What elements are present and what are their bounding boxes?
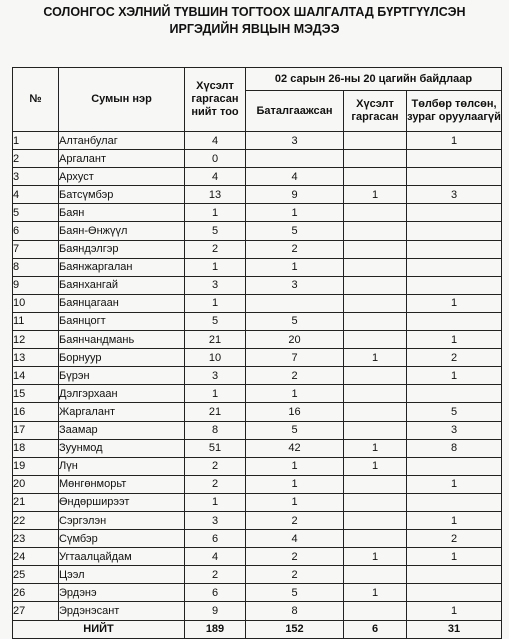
table-row: [13, 475, 502, 493]
cell-confirmed: 1: [246, 204, 344, 222]
cell-paid: [407, 204, 502, 222]
title-line-1: СОЛОНГОС ХЭЛНИЙ ТҮВШИН ТОГТООХ ШАЛГАЛТАД БҮРТГҮҮЛСЭН: [43, 5, 466, 19]
cell-total: 1: [185, 493, 246, 511]
cell-number: 5: [13, 204, 59, 222]
cell-total: 9: [185, 602, 246, 620]
cell-paid: [407, 240, 502, 258]
cell-total: 1: [185, 385, 246, 403]
table-row: [13, 584, 502, 602]
cell-requested: [344, 132, 407, 150]
table-row: [13, 204, 502, 222]
cell-requested: [344, 421, 407, 439]
cell-confirmed: 1: [246, 385, 344, 403]
cell-total: 10: [185, 349, 246, 367]
cell-number: 16: [13, 403, 59, 421]
cell-requested: [344, 222, 407, 240]
cell-total: 8: [185, 421, 246, 439]
cell-paid: [407, 493, 502, 511]
cell-confirmed: 2: [246, 240, 344, 258]
table-row: [13, 168, 502, 186]
totals-total: 189: [185, 620, 246, 638]
cell-total: 1: [185, 294, 246, 312]
cell-paid: 1: [407, 511, 502, 529]
totals-confirmed: 152: [246, 620, 344, 638]
cell-total: 4: [185, 548, 246, 566]
cell-paid: 1: [407, 331, 502, 349]
cell-soum-name: Алтанбулаг: [59, 132, 185, 150]
cell-requested: [344, 240, 407, 258]
cell-paid: 1: [407, 602, 502, 620]
cell-confirmed: 8: [246, 602, 344, 620]
cell-total: 2: [185, 457, 246, 475]
cell-confirmed: 2: [246, 367, 344, 385]
cell-number: 6: [13, 222, 59, 240]
cell-soum-name: Баяндэлгэр: [59, 240, 185, 258]
cell-confirmed: 5: [246, 312, 344, 330]
cell-paid: [407, 385, 502, 403]
cell-paid: 2: [407, 530, 502, 548]
cell-number: 14: [13, 367, 59, 385]
cell-soum-name: Борнуур: [59, 349, 185, 367]
cell-requested: [344, 150, 407, 168]
cell-requested: [344, 258, 407, 276]
table-row: [13, 457, 502, 475]
cell-paid: [407, 312, 502, 330]
cell-number: 24: [13, 548, 59, 566]
table-row: [13, 150, 502, 168]
cell-soum-name: Зуунмод: [59, 439, 185, 457]
cell-requested: [344, 331, 407, 349]
cell-paid: 1: [407, 132, 502, 150]
cell-requested: 1: [344, 186, 407, 204]
cell-confirmed: 1: [246, 457, 344, 475]
cell-confirmed: 20: [246, 331, 344, 349]
table-row: [13, 602, 502, 620]
header-total-requests: Хүсэлт гаргасан нийт тоо: [185, 68, 246, 132]
cell-requested: 1: [344, 548, 407, 566]
totals-row: [13, 620, 502, 638]
cell-confirmed: 4: [246, 530, 344, 548]
cell-requested: [344, 276, 407, 294]
cell-number: 3: [13, 168, 59, 186]
table-row: [13, 511, 502, 529]
cell-paid: [407, 566, 502, 584]
cell-requested: 1: [344, 457, 407, 475]
cell-confirmed: 2: [246, 511, 344, 529]
cell-soum-name: Бүрэн: [59, 367, 185, 385]
cell-total: 2: [185, 475, 246, 493]
cell-confirmed: 5: [246, 421, 344, 439]
cell-soum-name: Дэлгэрхаан: [59, 385, 185, 403]
cell-confirmed: 3: [246, 132, 344, 150]
cell-total: 2: [185, 240, 246, 258]
cell-total: 1: [185, 258, 246, 276]
cell-requested: [344, 475, 407, 493]
cell-paid: 5: [407, 403, 502, 421]
cell-paid: [407, 258, 502, 276]
table-row: [13, 439, 502, 457]
cell-confirmed: [246, 294, 344, 312]
cell-total: 6: [185, 530, 246, 548]
cell-soum-name: Баянчандмань: [59, 331, 185, 349]
document-title: [6, 4, 503, 64]
cell-confirmed: 5: [246, 222, 344, 240]
cell-number: 22: [13, 511, 59, 529]
cell-number: 17: [13, 421, 59, 439]
cell-number: 7: [13, 240, 59, 258]
table-row: [13, 258, 502, 276]
cell-total: 13: [185, 186, 246, 204]
cell-total: 21: [185, 331, 246, 349]
cell-soum-name: Сүмбэр: [59, 530, 185, 548]
cell-number: 11: [13, 312, 59, 330]
cell-number: 25: [13, 566, 59, 584]
cell-total: 2: [185, 566, 246, 584]
cell-requested: [344, 566, 407, 584]
cell-paid: [407, 584, 502, 602]
cell-soum-name: Аргалант: [59, 150, 185, 168]
cell-paid: 1: [407, 367, 502, 385]
table-row: [13, 222, 502, 240]
cell-number: 12: [13, 331, 59, 349]
cell-number: 19: [13, 457, 59, 475]
cell-confirmed: 5: [246, 584, 344, 602]
registration-table: [12, 67, 502, 639]
cell-paid: [407, 222, 502, 240]
cell-total: 3: [185, 276, 246, 294]
cell-paid: 3: [407, 186, 502, 204]
cell-requested: [344, 168, 407, 186]
cell-number: 20: [13, 475, 59, 493]
cell-requested: [344, 511, 407, 529]
cell-paid: 1: [407, 475, 502, 493]
cell-number: 2: [13, 150, 59, 168]
cell-number: 1: [13, 132, 59, 150]
cell-soum-name: Эрдэнэ: [59, 584, 185, 602]
table-row: [13, 385, 502, 403]
table-row: [13, 566, 502, 584]
table-row: [13, 294, 502, 312]
cell-soum-name: Баян-Өнжүүл: [59, 222, 185, 240]
cell-confirmed: 1: [246, 493, 344, 511]
cell-number: 26: [13, 584, 59, 602]
cell-soum-name: Архуст: [59, 168, 185, 186]
cell-number: 8: [13, 258, 59, 276]
cell-soum-name: Цээл: [59, 566, 185, 584]
cell-soum-name: Баянхангай: [59, 276, 185, 294]
header-number: №: [13, 68, 59, 132]
cell-soum-name: Баян: [59, 204, 185, 222]
cell-paid: 1: [407, 548, 502, 566]
cell-confirmed: 2: [246, 548, 344, 566]
cell-confirmed: 16: [246, 403, 344, 421]
cell-soum-name: Өндөрширээт: [59, 493, 185, 511]
table-row: [13, 403, 502, 421]
cell-confirmed: 4: [246, 168, 344, 186]
cell-requested: [344, 312, 407, 330]
table-row: [13, 421, 502, 439]
cell-soum-name: Баянжаргалан: [59, 258, 185, 276]
cell-number: 23: [13, 530, 59, 548]
table-row: [13, 493, 502, 511]
cell-number: 10: [13, 294, 59, 312]
cell-total: 5: [185, 222, 246, 240]
cell-total: 3: [185, 511, 246, 529]
cell-soum-name: Батсүмбэр: [59, 186, 185, 204]
cell-total: 1: [185, 204, 246, 222]
cell-total: 4: [185, 168, 246, 186]
cell-number: 13: [13, 349, 59, 367]
cell-soum-name: Баянцогт: [59, 312, 185, 330]
totals-paid: 31: [407, 620, 502, 638]
header-requested: Хүсэлт гаргасан: [344, 91, 407, 132]
cell-paid: 1: [407, 294, 502, 312]
cell-confirmed: 7: [246, 349, 344, 367]
cell-paid: 2: [407, 349, 502, 367]
cell-total: 5: [185, 312, 246, 330]
cell-requested: 1: [344, 439, 407, 457]
cell-paid: [407, 150, 502, 168]
cell-requested: [344, 602, 407, 620]
cell-number: 27: [13, 602, 59, 620]
table-row: [13, 548, 502, 566]
header-status-group: 02 сарын 26-ны 20 цагийн байдлаар: [246, 68, 502, 91]
cell-soum-name: Баянцагаан: [59, 294, 185, 312]
table-row: [13, 530, 502, 548]
cell-requested: [344, 367, 407, 385]
cell-soum-name: Эрдэнэсант: [59, 602, 185, 620]
header-confirmed: Баталгаажсан: [246, 91, 344, 132]
cell-soum-name: Угтаалцайдам: [59, 548, 185, 566]
cell-requested: [344, 493, 407, 511]
header-paid-no-photo: Төлбөр төлсөн, зураг оруулаагүй: [407, 91, 502, 132]
cell-number: 4: [13, 186, 59, 204]
cell-confirmed: 9: [246, 186, 344, 204]
cell-number: 15: [13, 385, 59, 403]
cell-number: 9: [13, 276, 59, 294]
cell-requested: [344, 294, 407, 312]
table-row: [13, 349, 502, 367]
cell-paid: 3: [407, 421, 502, 439]
cell-requested: [344, 385, 407, 403]
cell-confirmed: 42: [246, 439, 344, 457]
table-row: [13, 312, 502, 330]
cell-confirmed: 1: [246, 475, 344, 493]
cell-total: 3: [185, 367, 246, 385]
cell-number: 21: [13, 493, 59, 511]
cell-confirmed: [246, 150, 344, 168]
totals-requested: 6: [344, 620, 407, 638]
cell-total: 0: [185, 150, 246, 168]
cell-total: 51: [185, 439, 246, 457]
table-row: [13, 331, 502, 349]
table-row: [13, 186, 502, 204]
cell-paid: 8: [407, 439, 502, 457]
table-row: [13, 276, 502, 294]
table-body: [13, 132, 502, 621]
cell-paid: [407, 457, 502, 475]
cell-confirmed: 2: [246, 566, 344, 584]
cell-confirmed: 1: [246, 258, 344, 276]
totals-label: НИЙТ: [13, 620, 185, 638]
cell-total: 6: [185, 584, 246, 602]
cell-soum-name: Сэргэлэн: [59, 511, 185, 529]
cell-requested: [344, 403, 407, 421]
header-soum-name: Сумын нэр: [59, 68, 185, 132]
table-row: [13, 132, 502, 150]
cell-total: 21: [185, 403, 246, 421]
cell-requested: 1: [344, 349, 407, 367]
cell-soum-name: Жаргалант: [59, 403, 185, 421]
cell-soum-name: Мөнгөнморьт: [59, 475, 185, 493]
cell-soum-name: Лүн: [59, 457, 185, 475]
cell-paid: [407, 276, 502, 294]
cell-requested: 1: [344, 584, 407, 602]
cell-requested: [344, 204, 407, 222]
title-line-2: ИРГЭДИЙН ЯВЦЫН МЭДЭЭ: [169, 22, 340, 36]
cell-paid: [407, 168, 502, 186]
cell-number: 18: [13, 439, 59, 457]
table-row: [13, 367, 502, 385]
cell-confirmed: 3: [246, 276, 344, 294]
cell-soum-name: Заамар: [59, 421, 185, 439]
cell-total: 4: [185, 132, 246, 150]
table-row: [13, 240, 502, 258]
cell-requested: [344, 530, 407, 548]
